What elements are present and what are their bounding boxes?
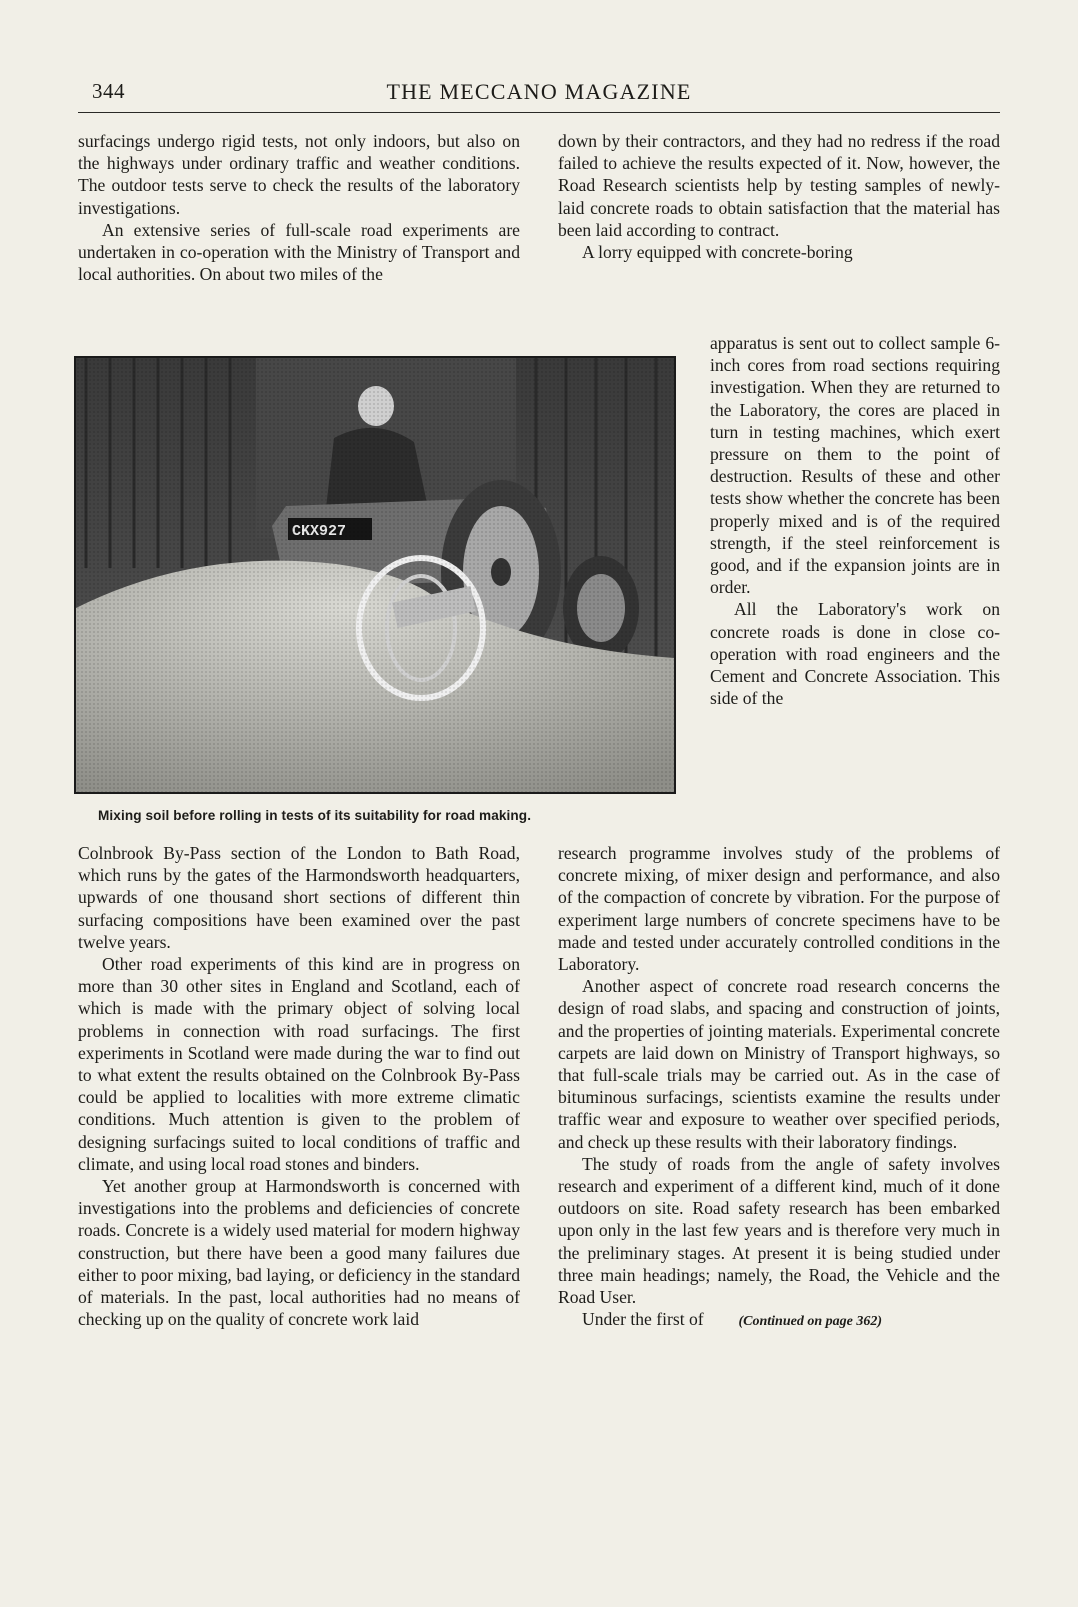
paragraph: surfacings undergo rigid tests, not only indoors, but also on the highways under ordinary traffic and weather conditions. The outdoor tests serve to check the results of the laboratory investigations. [78,131,520,218]
tractor-photo-illustration [76,358,674,792]
paragraph: The study of roads from the angle of safety involves research and experiment of a different kind, much of it done outdoors on site. Road safety research has been embarked upon only in the last few years and is therefore very much in the preliminary stages. At present it is being studied under three main headings; namely, the Road, the Vehicle and the Road User. [558,1153,1000,1308]
paragraph: research programme involves study of the problems of concrete mixing, of mixer design and performance, and also of the compaction of concrete by vibration. For the purpose of experiment large numbers of concrete specimens have to be made and tested under accurately controlled conditions in the Laboratory. [558,843,1000,975]
last-line-text: Under the first of [582,1309,704,1330]
paragraph: down by their contractors, and they had no redress if the road failed to achieve the results expected of it. Now, however, the Road Research scientists help by testing samples of newly-laid concrete roads to obtain satisfaction that the material has been laid according to contract. [558,131,1000,240]
paragraph: Another aspect of concrete road research concerns the design of road slabs, and spacing and construction of joints, and the properties of jointing materials. Experimental concrete carpets are laid down on Ministry of Transport highways, so that full-scale trials may be carried out. As in the case of bituminous surfacings, scientists examine the results under traffic wear and exposure to weather over specified periods, and check up these results with their laboratory findings. [558,976,1000,1152]
paragraph: An extensive series of full-scale road experiments are undertaken in co-operation with the Ministry of Transport and local authorities. On about two miles of the [78,219,520,285]
paragraph: Yet another group at Harmondsworth is concerned with investigations into the problems and deficiencies of concrete roads. Concrete is a widely used material for modern highway construction, but there have been a good many failures due either to poor mixing, bad laying, or deficiency in the standard of materials. In the past, local authorities had no means of checking up on the quality of concrete work laid [78,1176,520,1330]
column-right-top [558,130,1000,263]
column-left-top [78,130,520,285]
tractor-photo [74,356,676,794]
column-right-narrow [710,332,1000,709]
page-header [78,76,1000,113]
column-left-bottom [78,842,520,1330]
column-right-bottom [558,842,1000,1333]
magazine-title: THE MECCANO MAGAZINE [386,79,692,104]
paragraph: Other road experiments of this kind are in progress on more than 30 other sites in England and Scotland, each of which is made with the primary object of solving local problems in connection with road surfacings. The first experiments in Scotland were made during the war to find out to what extent the results obtained on the Colnbrook By-Pass could be applied to localities with more extreme climatic conditions. Much attention is given to the problem of designing surfacings suited to local conditions of traffic and climate, and using local road stones and binders. [78,954,520,1174]
page-number: 344 [92,79,125,103]
paragraph: A lorry equipped with concrete-boring [582,242,853,263]
paragraph: Colnbrook By-Pass section of the London to Bath Road, which runs by the gates of the Harmondsworth headquarters, upwards of one thousand short sections of different thin surfacing compositions have been examined over the past twelve years. [78,843,520,952]
paragraph: apparatus is sent out to collect sample 6-inch cores from road sections requiring investigation. When they are returned to the Laboratory, the cores are placed in turn in testing machines, which exert pressure on them to the point of destruction. Results of these and other tests show whether the concrete has been properly mixed and is of the required strength, if the steel reinforcement is good, and if the expansion joints are in order. [710,333,1000,598]
photo-caption: Mixing soil before rolling in tests of its suitability for road making. [98,808,532,823]
paragraph-last [558,1308,1000,1333]
continued-link[interactable]: (Continued on page 362) [738,1314,882,1330]
paragraph: All the Laboratory's work on concrete roads is done in close co-operation with road engineers and the Cement and Concrete Association. This side of the [710,599,1000,709]
